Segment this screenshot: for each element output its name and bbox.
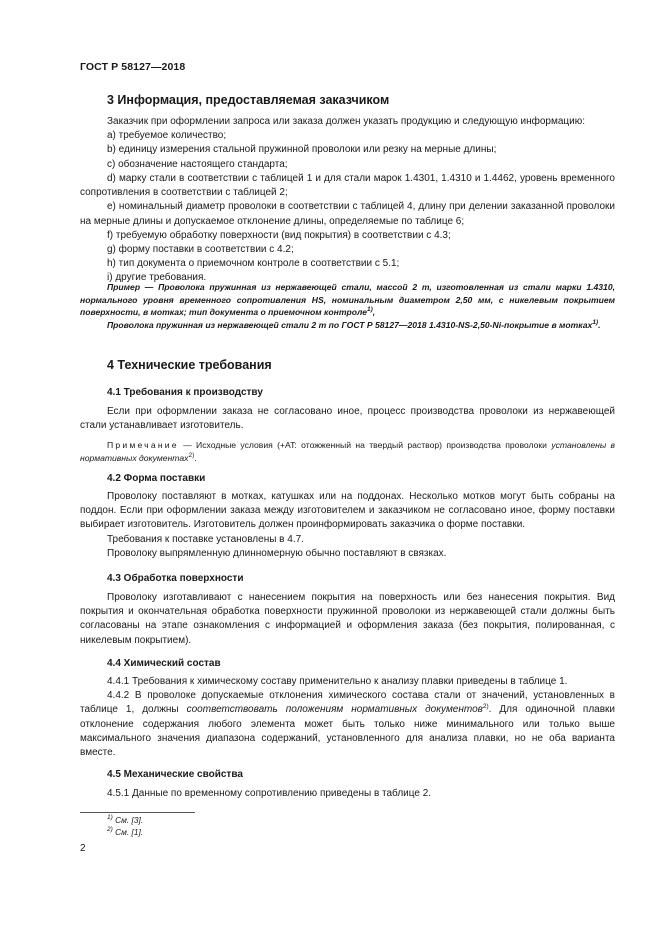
paragraph-part: 4.4.2 В проволоке допускаемые отклонения химического состава стали от значений, установленных в таблице 1, должны <box>80 690 615 716</box>
footnote-mark: 1) <box>107 814 113 821</box>
footnote <box>107 827 143 837</box>
subsection-4-3-title: 4.3 Обработка поверхности <box>107 573 244 584</box>
paragraph <box>80 689 615 760</box>
note-text: — Исходные условия (+AT: отожженный на твердый раствор) производства проволоки <box>178 440 547 451</box>
subsection-4-2-body <box>80 490 615 561</box>
list-item: i) другие требования. <box>107 272 207 284</box>
note <box>80 439 615 464</box>
subsection-4-5-title: 4.5 Механические свойства <box>107 769 243 780</box>
footnote-ref: 1) <box>592 318 599 326</box>
list-item: f) требуемую обработку поверхности (вид покрытия) в соответствии с 4.3; <box>107 229 451 241</box>
subsection-4-1-body <box>80 405 615 465</box>
order-example-1-text: Пример — Проволока пружинная из нержавеющей стали, массой 2 т, изготовленная из стали марки 1.4310, нормального уровня временного сопротивления HS, номинальным диаметром 2,50 мм, с никелевым покрытием поверхности, в мотках; тип документа о приемочном контроле <box>80 282 615 318</box>
footnote-text: См. [1]. <box>115 827 144 837</box>
paragraph: Проволоку поставляют в мотках, катушках или на поддонах. Несколько мотков могут быть собраны на поддон. Если при оформлении заказа между изготовителем и заказчиком не согласовано иное, форму поставки выбирает изготовитель. Изготовитель должен проинформировать заказчика о форме поставки. <box>80 491 615 531</box>
footnote-ref: 2) <box>482 703 489 711</box>
footnote-ref: 1) <box>367 306 373 314</box>
footnote <box>107 815 143 825</box>
subsection-4-4-title: 4.4 Химический состав <box>107 658 221 669</box>
list-item: a) требуемое количество; <box>107 130 227 142</box>
note-label: Примечание <box>107 440 179 451</box>
list-item: b) единицу измерения стальной пружинной проволоки или резку на мерные длины; <box>107 144 497 156</box>
page-number: 2 <box>80 843 86 854</box>
paragraph-part: . Для одиночной плавки отклонение содержания любого элемента может быть только ниже минимального или только выше максимального значения диапазона содержаний, установленного для анализа плавки, но не оба варианта вместе. <box>80 704 615 759</box>
list-item: d) марку стали в соответствии с таблицей 1 и для стали марок 1.4301, 1.4310 и 1.4462, уровень временного сопротивления в соответствии с таблицей 2; <box>80 173 615 199</box>
paragraph-italic: соответствовать положениям нормативных документов <box>186 704 483 716</box>
subsection-4-1-title: 4.1 Требования к производству <box>107 387 263 398</box>
paragraph: Если при оформлении заказа не согласовано иное, процесс производства проволоки из нержавеющей стали устанавливает изготовитель. <box>80 406 615 432</box>
section-4-title: 4 Технические требования <box>107 358 272 372</box>
paragraph: 4.5.1 Данные по временному сопротивлению приведены в таблице 2. <box>107 788 432 799</box>
paragraph: Проволоку изготавливают с нанесением покрытия на поверхность или без нанесения покрытия. Вид покрытия и окончательная обработка поверхности пружинной проволоки из нержавеющей стали должны быть согласованы на этапе ознакомления с информацией и оформления заказа (без покрытия, полированная, с никелевым покрытием). <box>80 592 615 646</box>
list-item: g) форму поставки в соответствии с 4.2; <box>107 244 294 256</box>
order-example-2-text: Проволока пружинная из нержавеющей стали 2 т по ГОСТ Р 58127—2018 1.4310-NS-2,50-Ni-покрытие в мотках <box>107 319 593 330</box>
paragraph: Требования к поставке установлены в 4.7. <box>107 533 304 545</box>
list-item: c) обозначение настоящего стандарта; <box>107 158 288 170</box>
order-examples <box>80 281 615 331</box>
example-2-punct: . <box>598 319 601 330</box>
subsection-4-5-body <box>80 787 615 801</box>
section-3-title: 3 Информация, предоставляемая заказчиком <box>107 93 390 107</box>
subsection-4-4-body <box>80 675 615 760</box>
section-3-list <box>107 115 615 172</box>
footnote-divider <box>80 812 195 813</box>
subsection-4-3-body <box>80 591 615 648</box>
section-3-intro: Заказчик при оформлении запроса или заказа должен указать продукцию и следующую информацию: <box>107 116 585 127</box>
note-italic: установлены в нормативных документах <box>80 440 615 463</box>
example-1-punct: , <box>372 307 376 318</box>
subsection-4-2-title: 4.2 Форма поставки <box>107 473 206 484</box>
paragraph: 4.4.1 Требования к химическому составу применительно к анализу плавки приведены в таблице 1. <box>107 676 568 687</box>
footnote-ref: 2) <box>188 452 195 459</box>
section-3-list-cont <box>80 172 615 286</box>
footnote-text: См. [3]. <box>115 815 144 825</box>
footnote-mark: 2) <box>107 826 113 833</box>
list-item: e) номинальный диаметр проволоки в соответствии с таблицей 4, длину при делении заказанной проволоки на мерные длины и допускаемое отклонение длины, определяемые по таблице 6; <box>80 201 615 227</box>
order-example-1 <box>80 281 615 319</box>
note-punct: . <box>194 453 197 463</box>
document-code-header: ГОСТ Р 58127—2018 <box>80 61 186 73</box>
order-example-2 <box>80 319 615 332</box>
paragraph: Проволоку выпрямленную длинномерную обычно поставляют в связках. <box>107 547 447 559</box>
list-item: h) тип документа о приемочном контроле в соответствии с 5.1; <box>107 258 400 270</box>
